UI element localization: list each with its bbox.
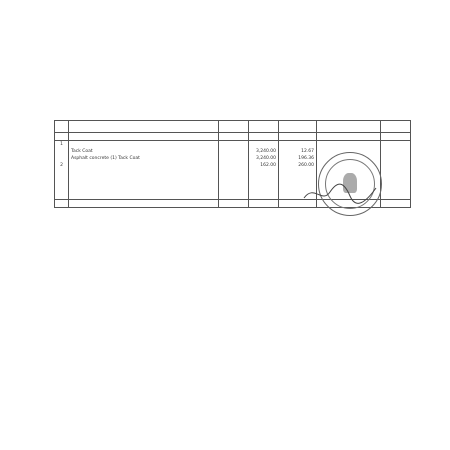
header-description (69, 121, 219, 133)
row-quantity-cell (249, 199, 279, 207)
row-note-cell (381, 141, 411, 149)
row-unit-price-cell (279, 141, 317, 149)
row-no-cell: 2 (55, 162, 69, 169)
row-description-cell: Asphalt concrete (1) Tack Coat (69, 155, 219, 162)
row-no-cell (55, 133, 69, 141)
row-no-cell (55, 148, 69, 155)
row-note-cell (381, 155, 411, 162)
row-no-cell (55, 199, 69, 207)
table-row (55, 133, 411, 141)
row-quantity-cell (249, 133, 279, 141)
row-quantity-cell: 3,240.00 (249, 155, 279, 162)
row-unit-price-cell: 196.36 (279, 155, 317, 162)
row-unit-cell (219, 162, 249, 169)
header-note (381, 121, 411, 133)
row-description-cell (69, 141, 219, 149)
row-no-cell (55, 169, 69, 199)
row-unit-cell (219, 141, 249, 149)
signature (300, 178, 380, 208)
row-note-cell (381, 148, 411, 155)
header-quantity (249, 121, 279, 133)
row-unit-price-cell (279, 133, 317, 141)
row-amount-cell (317, 141, 381, 149)
row-unit-cell (219, 133, 249, 141)
header-amount (317, 121, 381, 133)
header-unit (219, 121, 249, 133)
row-quantity-cell: 162.00 (249, 162, 279, 169)
row-no-cell: 1 (55, 141, 69, 149)
row-unit-cell (219, 169, 249, 199)
row-description-cell (69, 199, 219, 207)
row-description-cell (69, 133, 219, 141)
header-no (55, 121, 69, 133)
row-unit-price-cell: 260.00 (279, 162, 317, 169)
row-note-cell (381, 199, 411, 207)
row-quantity-cell (249, 169, 279, 199)
row-description-cell (69, 169, 219, 199)
row-unit-cell (219, 148, 249, 155)
row-note-cell (381, 133, 411, 141)
row-note-cell (381, 162, 411, 169)
row-quantity-cell: 3,240.00 (249, 148, 279, 155)
row-no-cell (55, 155, 69, 162)
row-unit-cell (219, 199, 249, 207)
row-description-cell: Tack Coat (69, 148, 219, 155)
row-description-cell (69, 162, 219, 169)
row-note-cell (381, 169, 411, 199)
row-quantity-cell (249, 141, 279, 149)
header-unit-price (279, 121, 317, 133)
table-row (55, 141, 411, 149)
row-amount-cell (317, 133, 381, 141)
row-unit-cell (219, 155, 249, 162)
row-unit-price-cell: 12.67 (279, 148, 317, 155)
table-header-row (55, 121, 411, 133)
